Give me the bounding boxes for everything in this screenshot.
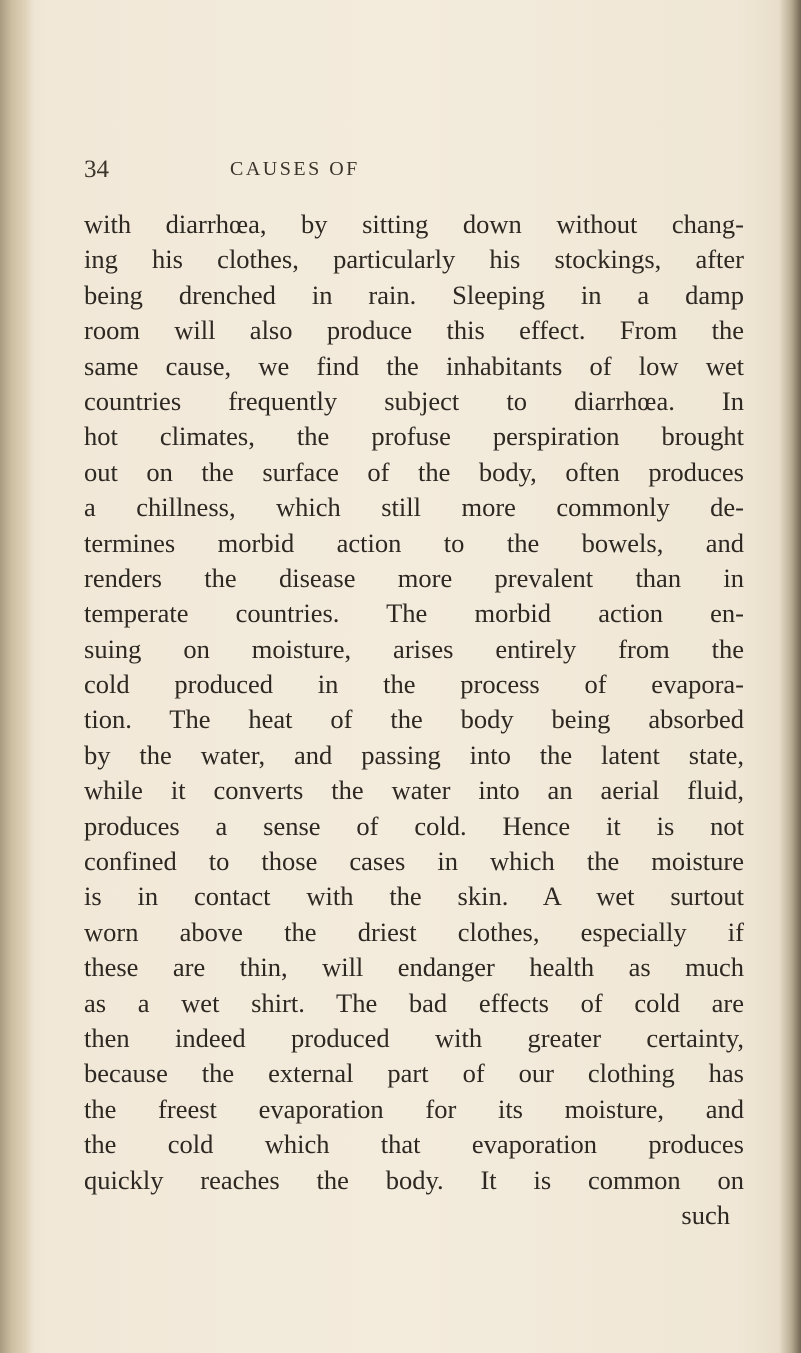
text-line: worn above the driest clothes, especially if [84, 916, 744, 947]
text-line: ing his clothes, particularly his stockings, after [84, 244, 744, 275]
text-line: these are thin, will endanger health as much [84, 952, 744, 983]
text-line: a chillness, which still more commonly de- [84, 492, 744, 523]
text-line: same cause, we find the inhabitants of low wet [84, 350, 744, 381]
text-line: the cold which that evaporation produces [84, 1129, 744, 1160]
page-edge [779, 0, 801, 1353]
text-line: tion. The heat of the body being absorbed [84, 704, 744, 735]
text-line: renders the disease more prevalent than in [84, 562, 744, 593]
text-line: being drenched in rain. Sleeping in a damp [84, 279, 744, 310]
page-number: 34 [84, 156, 109, 183]
text-line: the freest evaporation for its moisture, and [84, 1093, 744, 1124]
text-line: because the external part of our clothing has [84, 1058, 744, 1089]
text-line: out on the surface of the body, often produces [84, 456, 744, 487]
text-line: by the water, and passing into the latent state, [84, 739, 744, 770]
text-line: while it converts the water into an aerial fluid, [84, 775, 744, 806]
text-line: temperate countries. The morbid action en- [84, 598, 744, 629]
text-line: hot climates, the profuse perspiration brought [84, 421, 744, 452]
catchword: such [681, 1199, 730, 1230]
text-line: produces a sense of cold. Hence it is not [84, 810, 744, 841]
text-line: termines morbid action to the bowels, and [84, 527, 744, 558]
page-gutter [0, 0, 34, 1353]
page-header [84, 156, 744, 196]
text-line: quickly reaches the body. It is common on [84, 1164, 744, 1195]
running-head: CAUSES OF [230, 158, 360, 180]
text-line: cold produced in the process of evapora- [84, 669, 744, 700]
body-text [84, 207, 744, 1233]
text-line: room will also produce this effect. From the [84, 315, 744, 346]
text-line: as a wet shirt. The bad effects of cold are [84, 987, 744, 1018]
text-line: with diarrhœa, by sitting down without chang- [84, 209, 744, 239]
text-line: is in contact with the skin. A wet surtout [84, 881, 744, 912]
text-line: then indeed produced with greater certainty, [84, 1022, 744, 1053]
text-line: suing on moisture, arises entirely from the [84, 633, 744, 664]
text-line: confined to those cases in which the moisture [84, 846, 744, 877]
text-line: countries frequently subject to diarrhœa. In [84, 385, 744, 416]
